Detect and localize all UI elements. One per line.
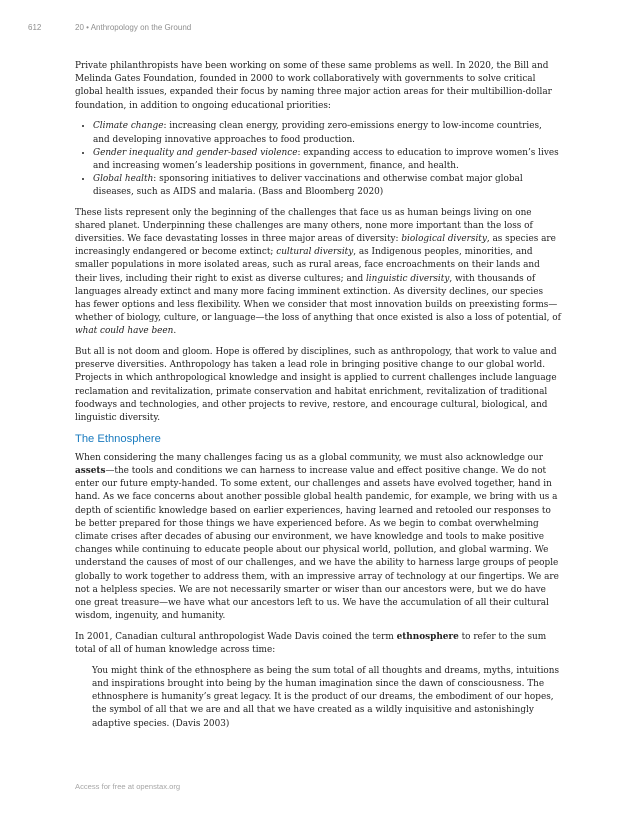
text-run: These lists represent only the beginning of the challenges that face us as human beings living on one shared planet. Underpinning these challenges are many others, none more important than the loss of diversities. We face devastating losses in three major areas of diversity:	[75, 207, 533, 244]
bullet-term: Gender inequality and gender-based violence	[93, 147, 298, 158]
paragraph-philanthropists: Private philanthropists have been working on some of these same problems as well. In 2020, the Bill and Melinda Gates Foundation, founded in 2000 to work collaboratively with governments to solve critical global health issues, expanded their focus by naming three major action areas for their multibillion-dollar foundation, in addition to ongoing educational priorities:	[75, 61, 552, 111]
emphasis-linguistic-diversity: linguistic diversity	[365, 273, 450, 284]
text-run: to refer to the sum total of all of human knowledge across time:	[75, 631, 547, 656]
bullet-text: : sponsoring initiatives to deliver vaccinations and otherwise combat major global diseases, such as AIDS and malaria. (Bass and Bloomberg 2020)	[93, 174, 523, 198]
page-number: 612	[28, 23, 42, 32]
page-footer: Access for free at openstax.org	[75, 782, 181, 791]
section-heading: The Ethnosphere	[75, 432, 161, 445]
page-header	[28, 23, 590, 32]
bullet-term: Climate change	[93, 121, 164, 132]
quote-text: You might think of the ethnosphere as being the sum total of all thoughts and dreams, myths, intuitions and inspirations brought into being by the human imagination since the dawn of consciousness. The ethnosphere is humanity’s great legacy. It is the product of our dreams, the embodiment of our hopes, the symbol of all that we are and all that we have created as a wildly inquisitive and astonishingly adaptive species. (Davis 2003)	[92, 665, 560, 729]
bullet-term: Global health	[93, 174, 154, 185]
bullet-text: : expanding access to education to improve women’s lives and increasing women’s leadership positions in government, finance, and health.	[93, 147, 559, 171]
block-quote	[92, 665, 561, 731]
emphasis-biological-diversity: biological diversity	[401, 233, 487, 244]
action-areas-list	[75, 120, 561, 199]
page-content	[75, 60, 561, 731]
text-run: , with thousands of languages already extinct and many more facing imminent extinction. As diversity declines, our species has fewer options and less flexibility. When we consider that most innovation builds on preexisting forms—whether of biology, culture, or language—the loss of anything that once existed is also a loss of potential, of	[75, 273, 561, 324]
text-run: —the tools and conditions we can harness to increase value and effect positive change. We do not enter our future empty-handed. To some extent, our challenges and assets have evolved together, hand in hand. As we face concerns about another possible global health pandemic, for example, we bring with us a depth of scientific knowledge based on earlier experiences, having learned and retooled our responses to be better prepared for those things we have experienced before. As we begin to combat overwhelming climate crises after decades of abusing our environment, we have knowledge and tools to make positive changes while continuing to educate people about our physical world, pollution, and global warming. We understand the causes of most of our challenges, and we have the ability to harness large groups of people globally to work together to address them, with an impressive array of technology at our fingertips. We are not a helpless species. We are not necessarily smarter or wiser than our ancestors were, but we do have one great treasure—we have what our ancestors left to us. We have the accumulation of all their cultural wisdom, ingenuity, and humanity.	[75, 465, 559, 622]
paragraph-ethnosphere	[75, 631, 561, 657]
emphasis-what-could-have-been: what could have been	[75, 326, 174, 337]
text-run: In 2001, Canadian cultural anthropologist Wade Davis coined the term	[75, 631, 397, 642]
paragraph-hope: But all is not doom and gloom. Hope is offered by disciplines, such as anthropology, that work to value and preserve diversities. Anthropology has taken a lead role in bringing positive change to our global world. Projects in which anthropological knowledge and insight is applied to current challenges include language reclamation and revitalization, primate conservation and habitat enrichment, revitalization of traditional foodways and technologies, and other projects to revive, restore, and encourage cultural, biological, and linguistic diversity.	[75, 347, 557, 424]
paragraph-diversities	[75, 207, 561, 339]
list-item	[93, 147, 561, 173]
paragraph-assets	[75, 452, 561, 624]
bullet-text: : increasing clean energy, providing zero-emissions energy to low-income countries, and developing innovative approaches to food production.	[93, 121, 542, 145]
list-item	[93, 120, 561, 146]
chapter-title: 20 • Anthropology on the Ground	[75, 23, 192, 32]
text-run: , as species are increasingly endangered or become extinct;	[75, 233, 556, 258]
list-item	[93, 173, 561, 199]
key-term-assets: assets	[75, 465, 106, 476]
text-run: When considering the many challenges facing us as a global community, we must also acknowledge our	[75, 452, 543, 463]
emphasis-cultural-diversity: cultural diversity	[276, 247, 354, 258]
text-run: .	[173, 326, 177, 337]
text-run: , as Indigenous peoples, minorities, and smaller populations in more isolated areas, such as rural areas, face encroachments on their lands and their lives, including their right to exist as diverse cultures; and	[75, 247, 540, 284]
key-term-ethnosphere: ethnosphere	[396, 631, 459, 642]
